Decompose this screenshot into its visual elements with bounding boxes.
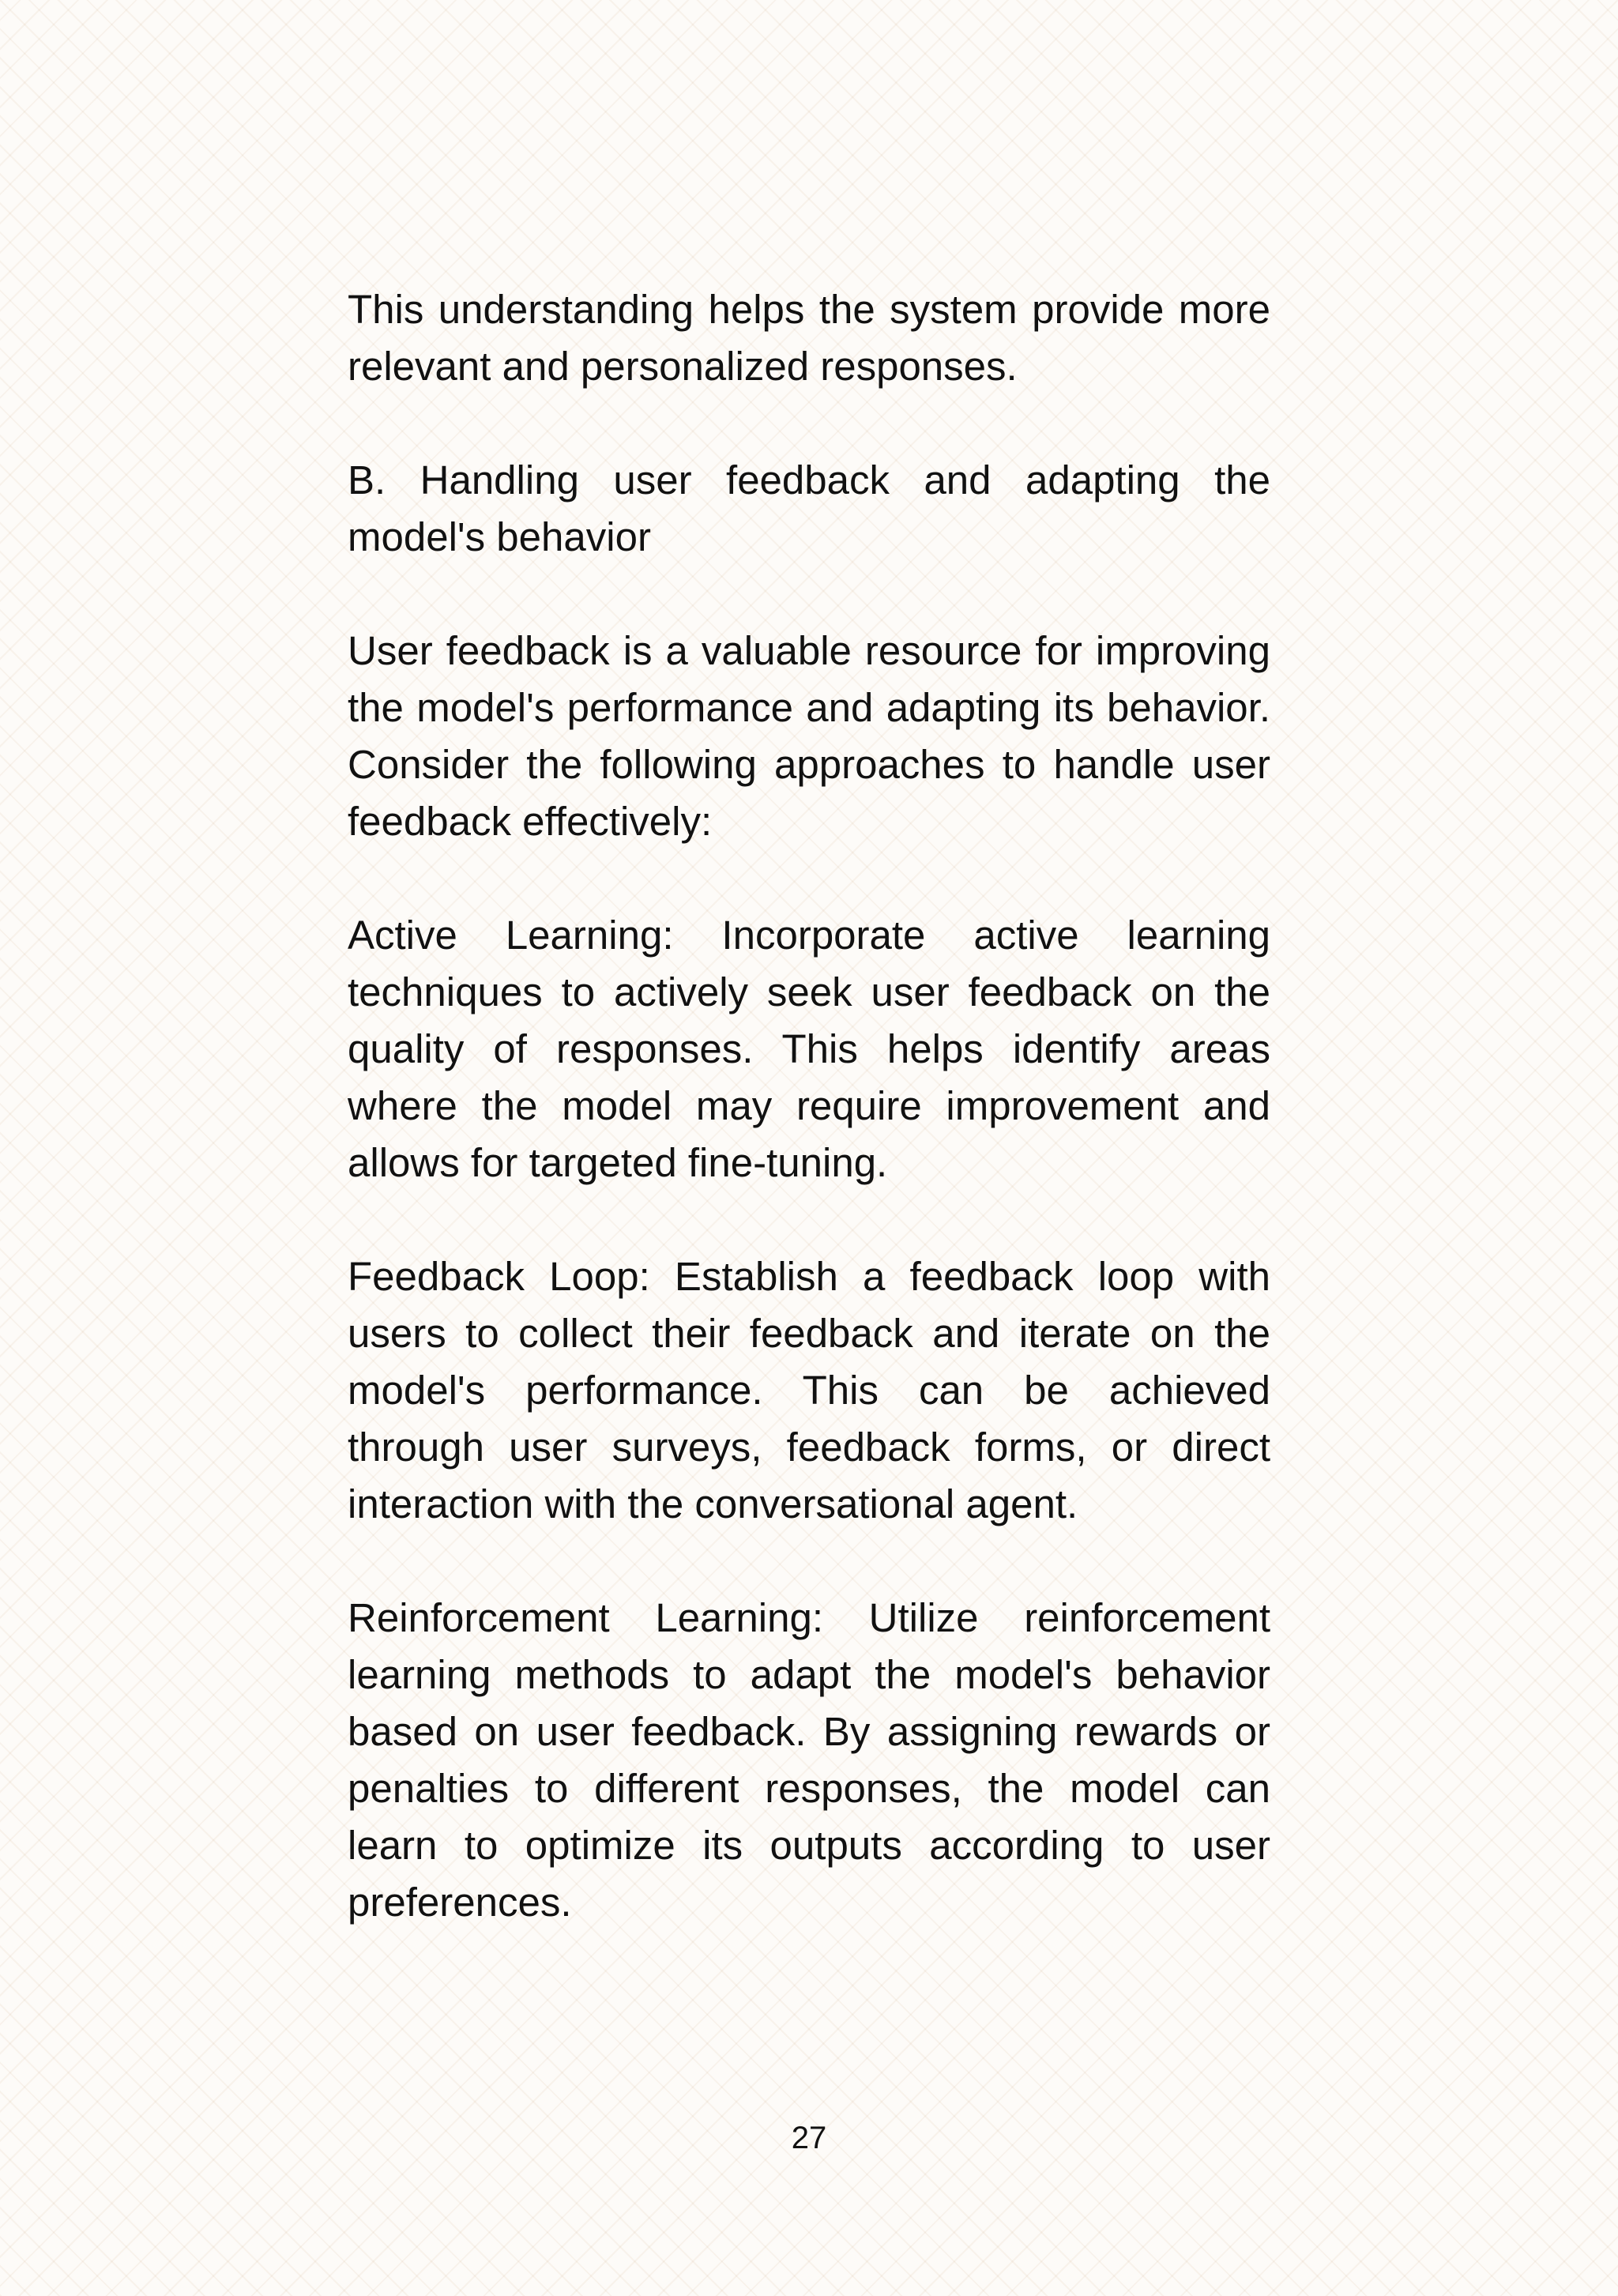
- paragraph-user-feedback: User feedback is a valuable resource for improving the model's performance and adapting its behavior. Consider the following approaches to handle user feedback effectively:: [348, 628, 1270, 844]
- page-number: 27: [791, 2121, 827, 2155]
- section-heading: B. Handling user feedback and adapting the model's behavior: [348, 457, 1270, 559]
- paragraph-reinforcement-learning: Reinforcement Learning: Utilize reinforcement learning methods to adapt the model's behavior based on user feedback. By assigning rewards or penalties to different responses, the model can learn to optimize its outputs according to user preferences.: [348, 1595, 1270, 1925]
- paragraph-feedback-loop: Feedback Loop: Establish a feedback loop with users to collect their feedback and iterate on the model's performance. This can be achieved through user surveys, feedback forms, or direct interaction with the conversational agent.: [348, 1254, 1270, 1526]
- paragraph-active-learning: Active Learning: Incorporate active learning techniques to actively seek user feedback on the quality of responses. This helps identify areas where the model may require improvement and allows for targeted fine-tuning.: [348, 913, 1270, 1185]
- paragraph-intro: This understanding helps the system provide more relevant and personalized responses.: [348, 287, 1270, 389]
- document-body: [348, 281, 1270, 1988]
